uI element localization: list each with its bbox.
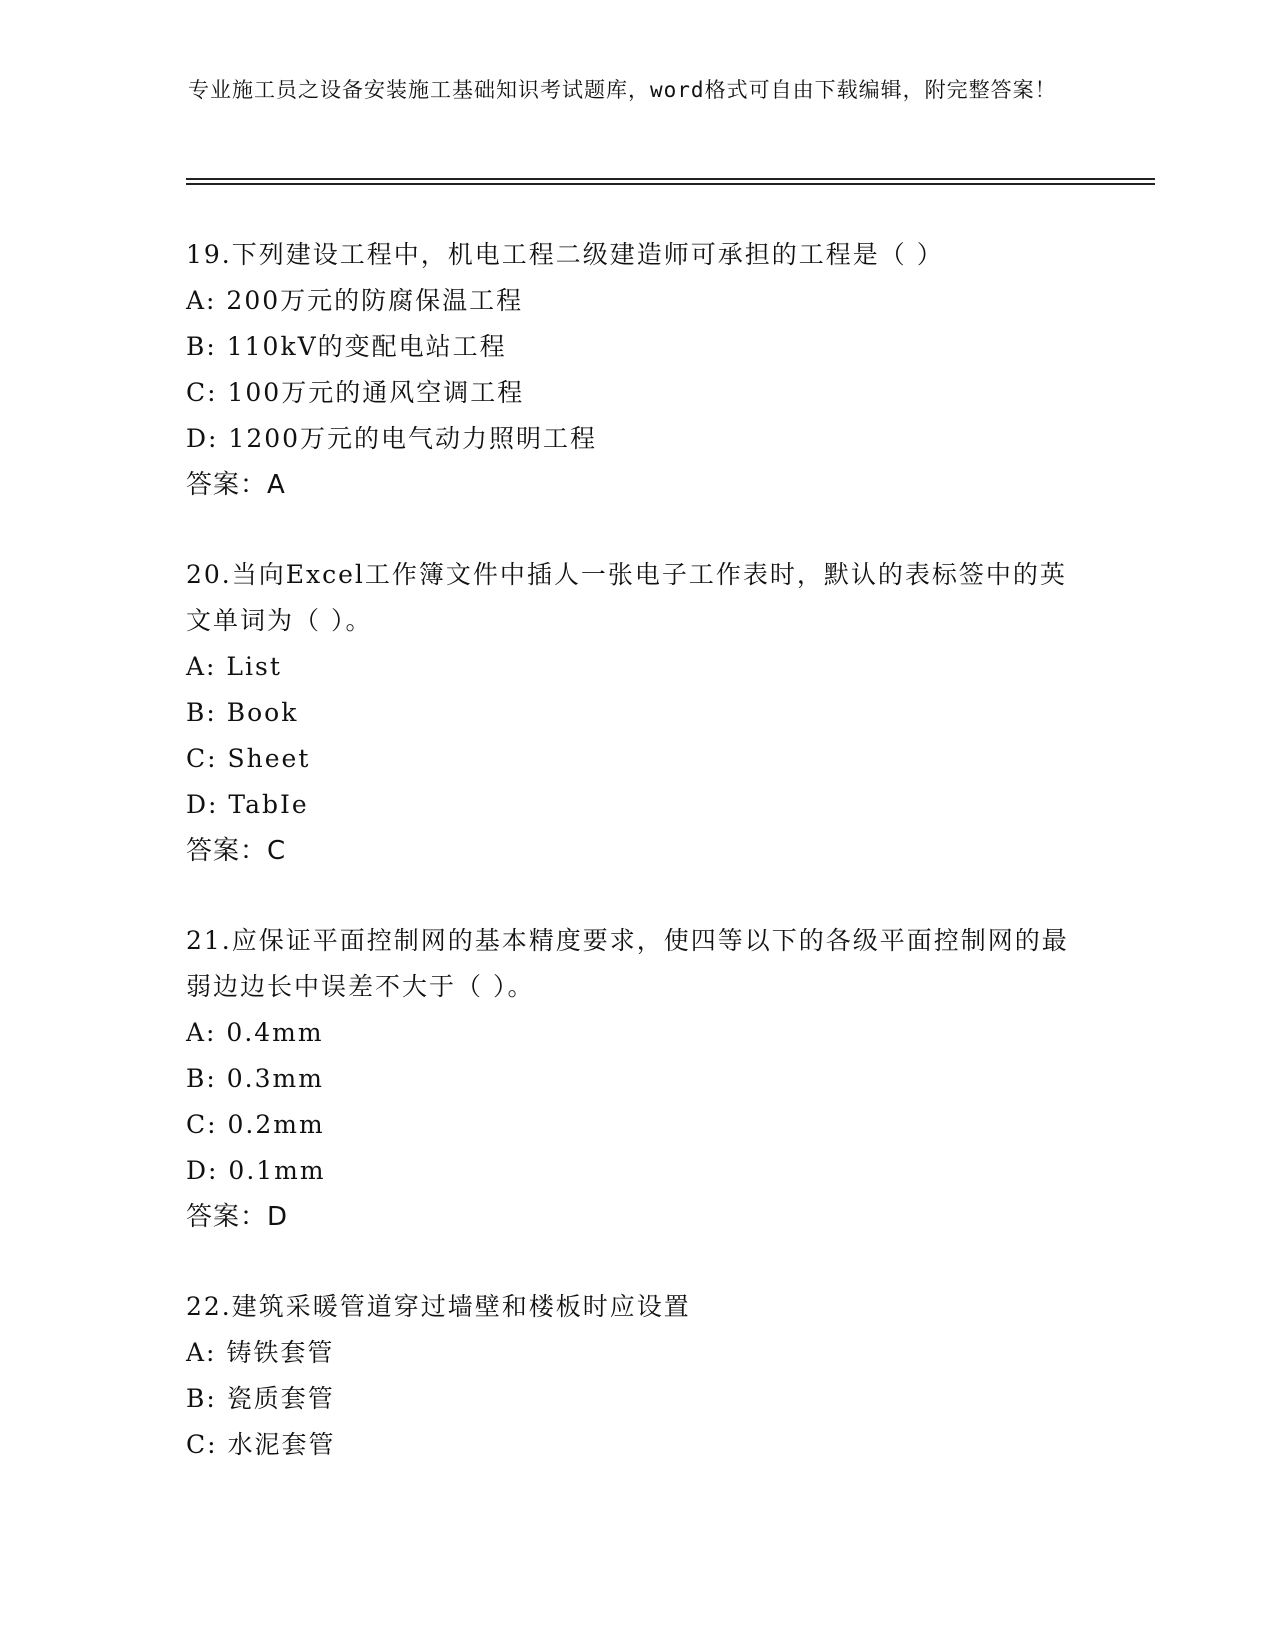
question-19 [186,232,1086,508]
question-stem: 20.当向Excel工作簿文件中插人一张电子工作表时，默认的表标签中的英文单词为（ ）。 [186,560,1067,635]
answer-line: 答案：A [186,470,286,500]
option-a: A: 200万元的防腐保温工程 [186,286,524,315]
option-a: A: 0.4mm [186,1018,324,1047]
option-c: C: 水泥套管 [186,1430,336,1459]
question-21 [186,918,1086,1240]
option-c: C: 0.2mm [186,1110,325,1139]
option-a: A: List [186,652,282,681]
question-22 [186,1284,1086,1468]
answer-line: 答案：C [186,836,287,866]
option-d: D: 0.1mm [186,1156,326,1185]
question-20 [186,552,1086,874]
option-b: B: 瓷质套管 [186,1384,335,1413]
answer-line: 答案：D [186,1202,289,1232]
question-list [186,232,1086,1512]
option-d: D: TabIe [186,790,309,819]
option-c: C: 100万元的通风空调工程 [186,378,525,407]
option-d: D: 1200万元的电气动力照明工程 [186,424,598,453]
header-divider-top [186,178,1155,180]
option-c: C: Sheet [186,744,311,773]
option-b: B: 0.3mm [186,1064,324,1093]
option-b: B: Book [186,698,299,727]
question-stem: 21.应保证平面控制网的基本精度要求，使四等以下的各级平面控制网的最弱边边长中误差不大于（ ）。 [186,926,1069,1001]
document-header: 专业施工员之设备安装施工基础知识考试题库，word格式可自由下载编辑，附完整答案！ [188,78,1057,102]
option-a: A: 铸铁套管 [186,1338,335,1367]
header-divider-bottom [186,183,1155,185]
question-stem: 19.下列建设工程中，机电工程二级建造师可承担的工程是（ ） [186,240,944,269]
question-stem: 22.建筑采暖管道穿过墙壁和楼板时应设置 [186,1292,691,1321]
option-b: B: 110kV的变配电站工程 [186,332,507,361]
